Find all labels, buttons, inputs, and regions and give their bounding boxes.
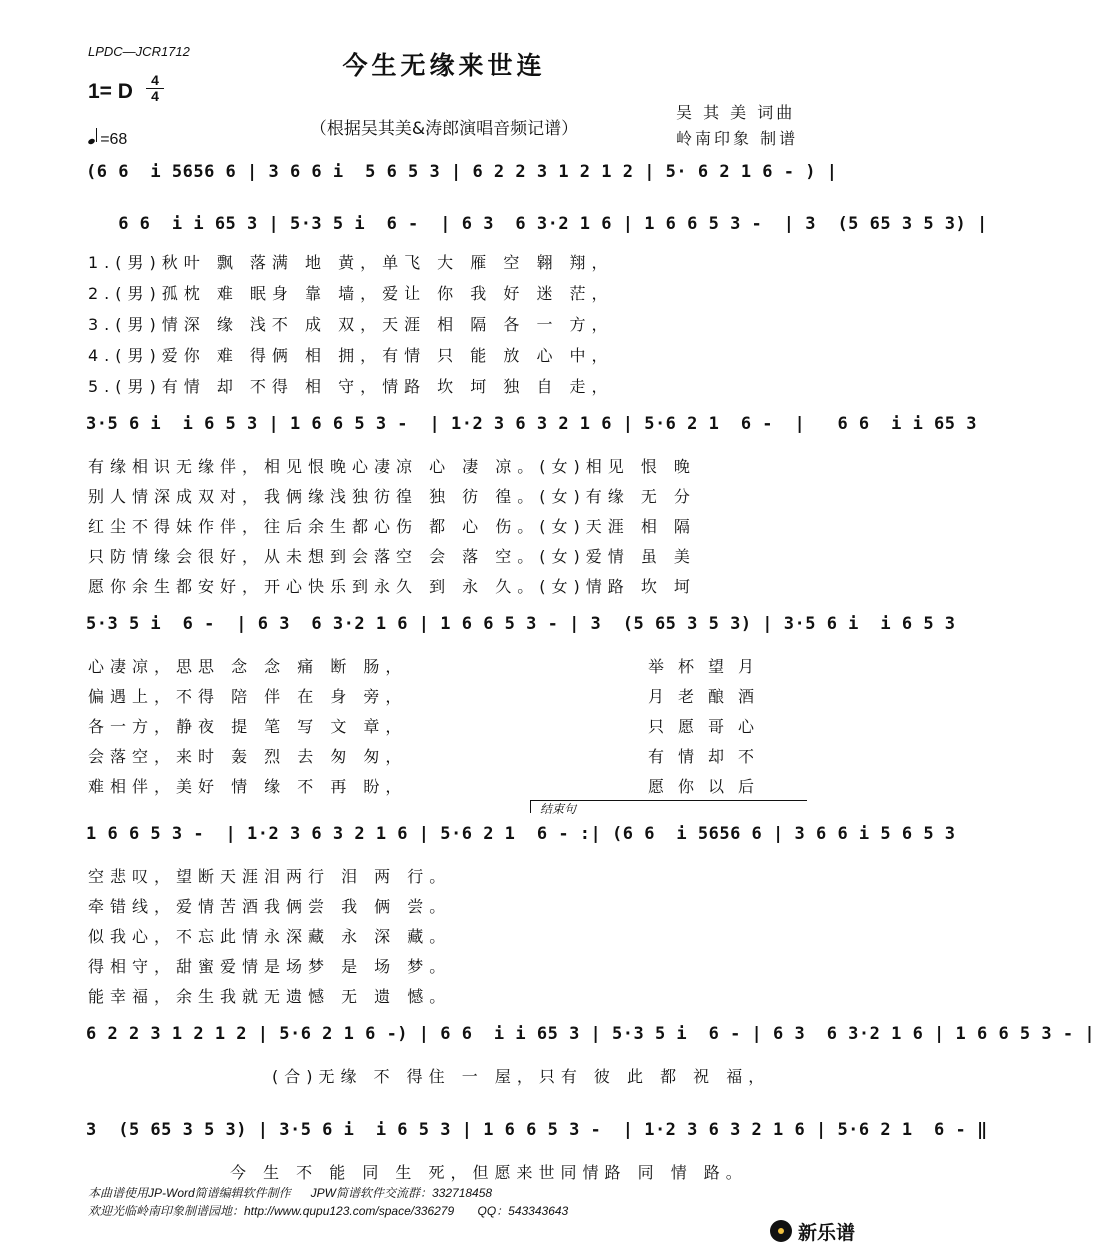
credit-words: 吴 其 美 词曲 xyxy=(676,103,796,122)
lyric-line: 难相伴，美好 情 缘 不 再 盼， xyxy=(88,777,408,796)
staff-line-6: 6 2 2 3 1 2 1 2 | 5·6 2 1 6 -) | 6 6 i i 65 3 | 5·3 5 i 6 - | 6 3 6 3·2 1 6 | 1 6 6 5 3 - | xyxy=(86,1024,1095,1044)
lyric-line: 牵错线，爱情苦酒我俩尝 我 俩 尝。 xyxy=(88,897,452,916)
lyric-pickup: 举杯望月 xyxy=(648,657,769,676)
lyric-line: 别人情深成双对，我俩缘浅独彷徨 独 彷 徨。(女)有缘 无 分 xyxy=(88,487,696,506)
lyric-line: 偏遇上，不得 陪 伴 在 身 旁， xyxy=(88,687,408,706)
song-title: 今生无缘来世连 xyxy=(342,51,546,80)
subtitle: （根据吴其美&涛郎演唱音频记谱） xyxy=(309,119,579,139)
credit-score: 岭南印象 制谱 xyxy=(676,129,799,148)
footer-line-1: 本曲谱使用JP-Word简谱编辑软件制作 JPW简谱软件交流群：332718458 xyxy=(88,1186,493,1200)
lyric-pickup: 有情却不 xyxy=(648,747,769,766)
lyric-line: 能幸福，余生我就无遗憾 无 遗 憾。 xyxy=(88,987,452,1006)
meter-bottom: 4 xyxy=(151,88,159,104)
lyric-line: 红尘不得妹作伴，往后余生都心伤 都 心 伤。(女)天涯 相 隔 xyxy=(88,517,696,536)
lyric-pickup: 月老酿酒 xyxy=(648,687,769,706)
key-signature: 1= D xyxy=(88,80,133,103)
lyric-line: 心凄凉，思思 念 念 痛 断 肠， xyxy=(88,657,408,676)
lyric-pickup: 愿你以后 xyxy=(648,777,769,796)
meter-top: 4 xyxy=(151,72,159,88)
site-logo xyxy=(770,1218,882,1246)
lyric-line: 4.(男)爱你 难 得俩 相 拥，有情 只 能 放 心 中， xyxy=(88,346,614,365)
staff-line-4: 5·3 5 i 6 - | 6 3 6 3·2 1 6 | 1 6 6 5 3 - | 3 (5 65 3 5 3) | 3·5 6 i i 6 5 3 xyxy=(86,614,956,634)
tempo-value: =68 xyxy=(100,131,128,148)
note-stem xyxy=(96,128,97,142)
lyric-line: 3.(男)情深 缘 浅不 成 双，天涯 相 隔 各 一 方， xyxy=(88,315,614,334)
staff-line-5: 1 6 6 5 3 - | 1·2 3 6 3 2 1 6 | 5·6 2 1 6 - :| (6 6 i 5656 6 | 3 6 6 i 5 6 5 3 xyxy=(86,824,956,844)
staff-line-3: 3·5 6 i i 6 5 3 | 1 6 6 5 3 - | 1·2 3 6 3 2 1 6 | 5·6 2 1 6 - | 6 6 i i 65 3 xyxy=(86,414,977,434)
lyric-line: 空悲叹，望断天涯泪两行 泪 两 行。 xyxy=(88,867,452,886)
tempo-marking xyxy=(88,128,127,149)
lyric-line: 会落空，来时 轰 烈 去 匆 匆， xyxy=(88,747,408,766)
staff-line-2: 6 6 i i 65 3 | 5·3 5 i 6 - | 6 3 6 3·2 1 6 | 1 6 6 5 3 - | 3 (5 65 3 5 3) | xyxy=(86,214,988,234)
record-icon xyxy=(770,1220,792,1242)
lyric-line: 似我心，不忘此情永深藏 永 深 藏。 xyxy=(88,927,452,946)
lyric-line: 5.(男)有情 却 不得 相 守，情路 坎 坷 独 自 走， xyxy=(88,377,614,396)
ending-label: 结束句 xyxy=(540,802,577,816)
lyric-line: 有缘相识无缘伴，相见恨晚心凄凉 心 凄 凉。(女)相见 恨 晚 xyxy=(88,457,696,476)
lyric-line: 2.(男)孤枕 难 眠身 靠 墙，爱让 你 我 好 迷 茫， xyxy=(88,284,614,303)
quarter-note-icon xyxy=(87,138,95,145)
lyric-line: 得相守，甜蜜爱情是场梦 是 场 梦。 xyxy=(88,957,452,976)
score-code: LPDC—JCR1712 xyxy=(88,44,190,59)
lyric-line: 1.(男)秋叶 飘 落满 地 黄，单飞 大 雁 空 翱 翔， xyxy=(88,253,614,272)
chorus-line-2: 今 生 不 能 同 生 死，但愿来世同情路 同 情 路。 xyxy=(230,1163,748,1182)
chorus-line-1: (合)无缘 不 得住 一 屋，只有 彼 此 都 祝 福， xyxy=(272,1067,771,1086)
lyric-line: 只防情缘会很好，从未想到会落空 会 落 空。(女)爱情 虽 美 xyxy=(88,547,696,566)
lyric-line: 愿你余生都安好，开心快乐到永久 到 永 久。(女)情路 坎 坷 xyxy=(88,577,696,596)
lyric-pickup: 只愿哥心 xyxy=(648,717,769,736)
staff-line-7: 3 (5 65 3 5 3) | 3·5 6 i i 6 5 3 | 1 6 6 5 3 - | 1·2 3 6 3 2 1 6 | 5·6 2 1 6 - ‖ xyxy=(86,1120,988,1140)
staff-line-1: (6 6 i 5656 6 | 3 6 6 i 5 6 5 3 | 6 2 2 3 1 2 1 2 | 5· 6 2 1 6 - ) | xyxy=(86,162,838,182)
footer-line-2: 欢迎光临岭南印象制谱园地：http://www.qupu123.com/space/336279 QQ：543343643 xyxy=(88,1204,569,1218)
logo-text: 新乐谱 xyxy=(798,1222,856,1244)
lyric-line: 各一方，静夜 提 笔 写 文 章， xyxy=(88,717,408,736)
time-signature xyxy=(144,73,166,104)
